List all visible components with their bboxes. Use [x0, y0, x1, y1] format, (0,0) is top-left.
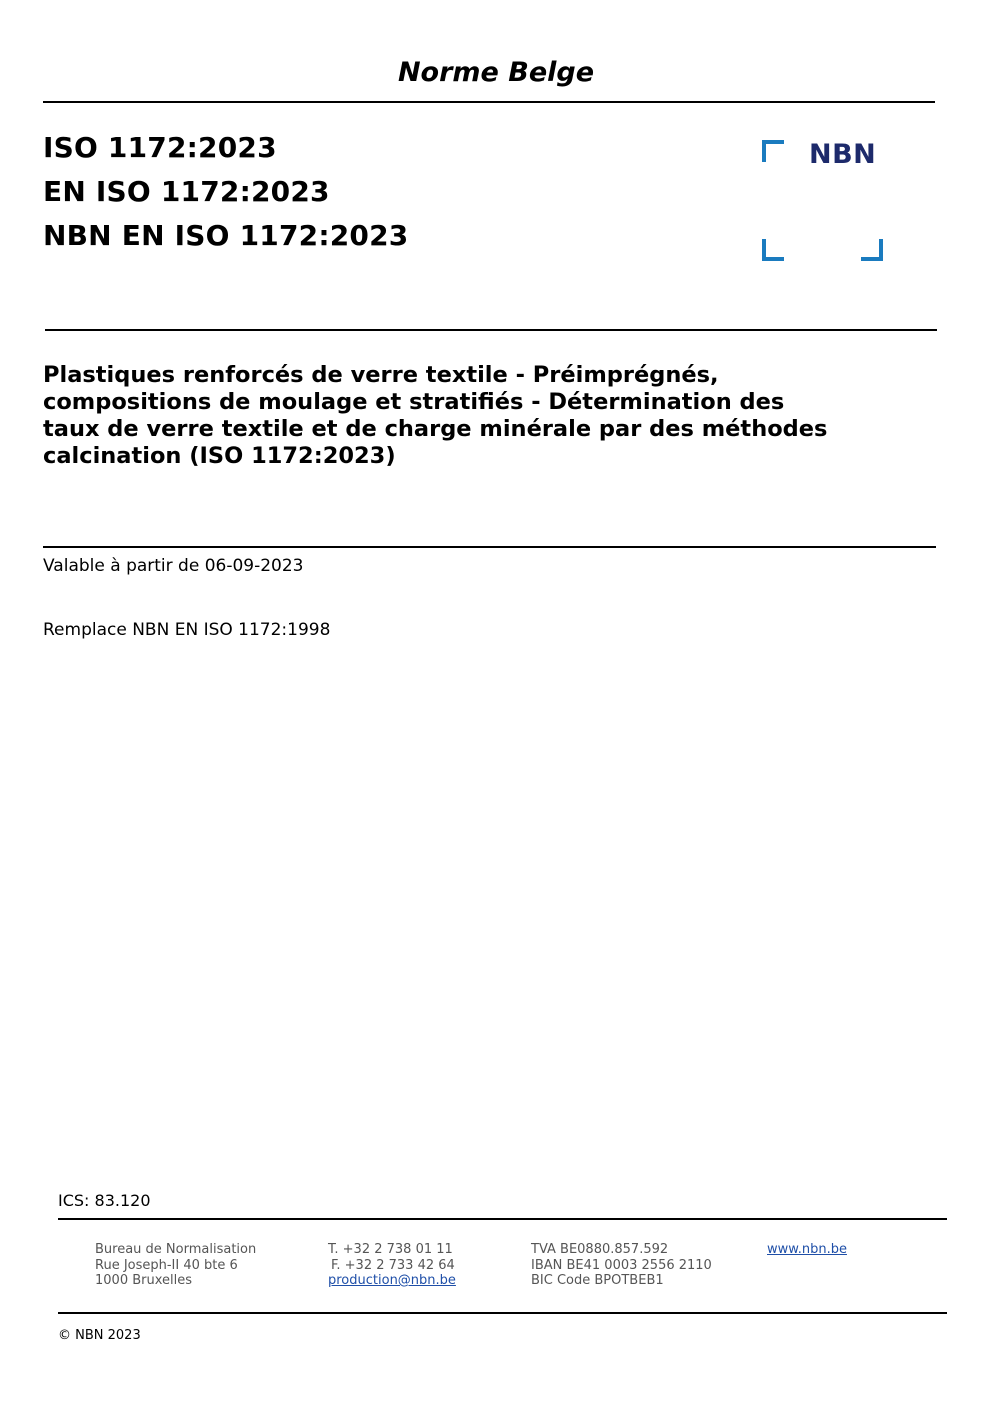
title-line: taux de verre textile et de charge minérale par des méthodes — [43, 416, 828, 442]
title-line: compositions de moulage et stratifiés - Détermination des — [43, 389, 785, 415]
address-line: 1000 Bruxelles — [95, 1273, 193, 1288]
vat-number: TVA BE0880.857.592 — [531, 1242, 669, 1257]
copyright-notice: © NBN 2023 — [58, 1328, 141, 1343]
document-title — [43, 362, 903, 470]
standard-code-en: EN ISO 1172:2023 — [43, 175, 330, 208]
title-line: Plastiques renforcés de verre textile - Préimprégnés, — [43, 362, 719, 388]
fax-number: F. +32 2 733 42 64 — [331, 1257, 455, 1273]
phone-number: T. +32 2 738 01 11 — [328, 1242, 453, 1257]
website-link[interactable]: www.nbn.be — [767, 1242, 847, 1257]
footer-address — [95, 1242, 256, 1289]
address-line: Bureau de Normalisation — [95, 1242, 257, 1257]
codes-divider — [45, 329, 937, 331]
title-divider — [43, 546, 936, 548]
nbn-logo — [762, 140, 887, 265]
footer-banking — [531, 1242, 712, 1289]
address-line: Rue Joseph-II 40 bte 6 — [95, 1257, 238, 1273]
logo-corner-bottom-right — [861, 239, 883, 261]
logo-corner-top-left — [762, 140, 784, 162]
ics-code: ICS: 83.120 — [58, 1191, 151, 1210]
replaces-standard: Remplace NBN EN ISO 1172:1998 — [43, 620, 331, 640]
email-link[interactable]: production@nbn.be — [328, 1273, 456, 1288]
standard-code-iso: ISO 1172:2023 — [43, 131, 277, 164]
logo-wordmark: NBN — [809, 139, 877, 170]
standard-code-nbn: NBN EN ISO 1172:2023 — [43, 219, 409, 252]
header-divider — [43, 101, 935, 103]
logo-corner-bottom-left — [762, 239, 784, 261]
validity-date: Valable à partir de 06-09-2023 — [43, 556, 304, 576]
footer-contact — [328, 1242, 456, 1289]
footer-bottom-divider — [58, 1312, 947, 1314]
footer-top-divider — [58, 1218, 947, 1220]
page-header-title: Norme Belge — [397, 57, 595, 88]
title-line: calcination (ISO 1172:2023) — [43, 443, 396, 469]
iban-number: IBAN BE41 0003 2556 2110 — [531, 1257, 712, 1273]
footer-web — [767, 1242, 847, 1258]
bic-code: BIC Code BPOTBEB1 — [531, 1273, 664, 1288]
